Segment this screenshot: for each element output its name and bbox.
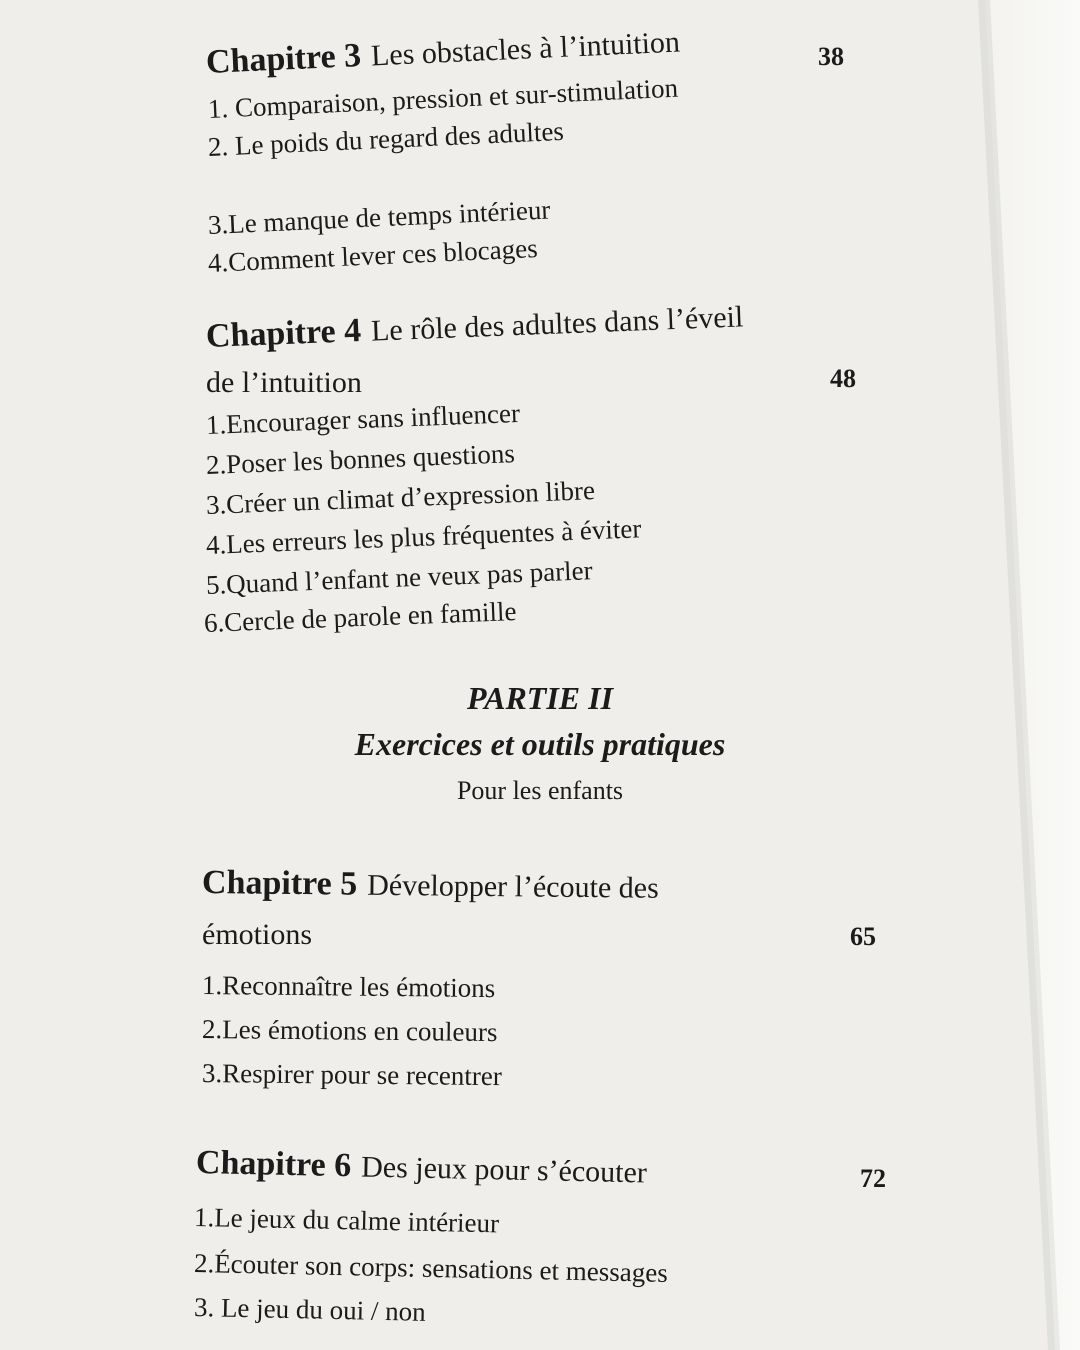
chapter-5-page-number: 65 [850, 922, 876, 951]
chapter-6-label: Chapitre 6 [195, 1144, 352, 1185]
chapter-4-title: Le rôle des adultes dans l’éveil [370, 300, 744, 348]
chapter-4-title-continued: de l’intuition [206, 366, 362, 399]
chapter-5-title-continued: émotions [202, 918, 312, 951]
chapter-5-title: Développer l’écoute des [367, 868, 659, 905]
chapter-6-heading [196, 1144, 648, 1191]
chapter-5-label: Chapitre 5 [201, 864, 358, 903]
chapter-4-item-4: 4.Les erreurs les plus fréquentes à éviter [205, 513, 642, 560]
part-label: PARTIE II [466, 680, 614, 716]
chapter-6-item-1: 1.Le jeux du calme intérieur [193, 1202, 500, 1239]
chapter-3-heading [205, 23, 681, 82]
chapter-6-item-2: 2.Écouter son corps: sensations et messages [193, 1248, 669, 1288]
chapter-5-heading [202, 864, 659, 907]
chapter-4-page-number: 48 [830, 364, 856, 393]
chapter-4-item-3: 3.Créer un climat d’expression libre [205, 475, 596, 520]
chapter-4-item-6: 6.Cercle de parole en famille [203, 596, 517, 638]
chapter-4-item-1: 1.Encourager sans influencer [205, 397, 521, 440]
chapter-3-item-4: 4.Comment lever ces blocages [207, 233, 539, 278]
chapter-6-item-3: 3. Le jeu du oui / non [193, 1292, 426, 1327]
chapter-6-page-number: 72 [860, 1164, 886, 1193]
chapter-4-heading [205, 297, 744, 356]
part-title: Exercices et outils pratiques [354, 726, 726, 762]
chapter-3-item-3: 3.Le manque de temps intérieur [207, 194, 551, 240]
chapter-4-item-2: 2.Poser les bonnes questions [205, 438, 516, 480]
chapter-4-item-5: 5.Quand l’enfant ne veux pas parler [205, 555, 594, 600]
chapter-5-item-2: 2.Les émotions en couleurs [201, 1014, 498, 1048]
chapter-6-title: Des jeux pour s’écouter [360, 1150, 648, 1190]
chapter-4-label: Chapitre 4 [205, 312, 362, 355]
chapter-3-page-number: 38 [818, 42, 844, 71]
chapter-3-item-2: 2. Le poids du regard des adultes [207, 115, 565, 162]
part-subtitle: Pour les enfants [456, 776, 624, 805]
chapter-3-title: Les obstacles à l’intuition [370, 25, 681, 73]
chapter-5-item-1: 1.Reconnaître les émotions [201, 970, 496, 1004]
chapter-5-item-3: 3.Respirer pour se recentrer [201, 1058, 503, 1092]
chapter-3-item-1: 1. Comparaison, pression et sur-stimulation [207, 72, 679, 124]
chapter-3-label: Chapitre 3 [205, 36, 362, 81]
